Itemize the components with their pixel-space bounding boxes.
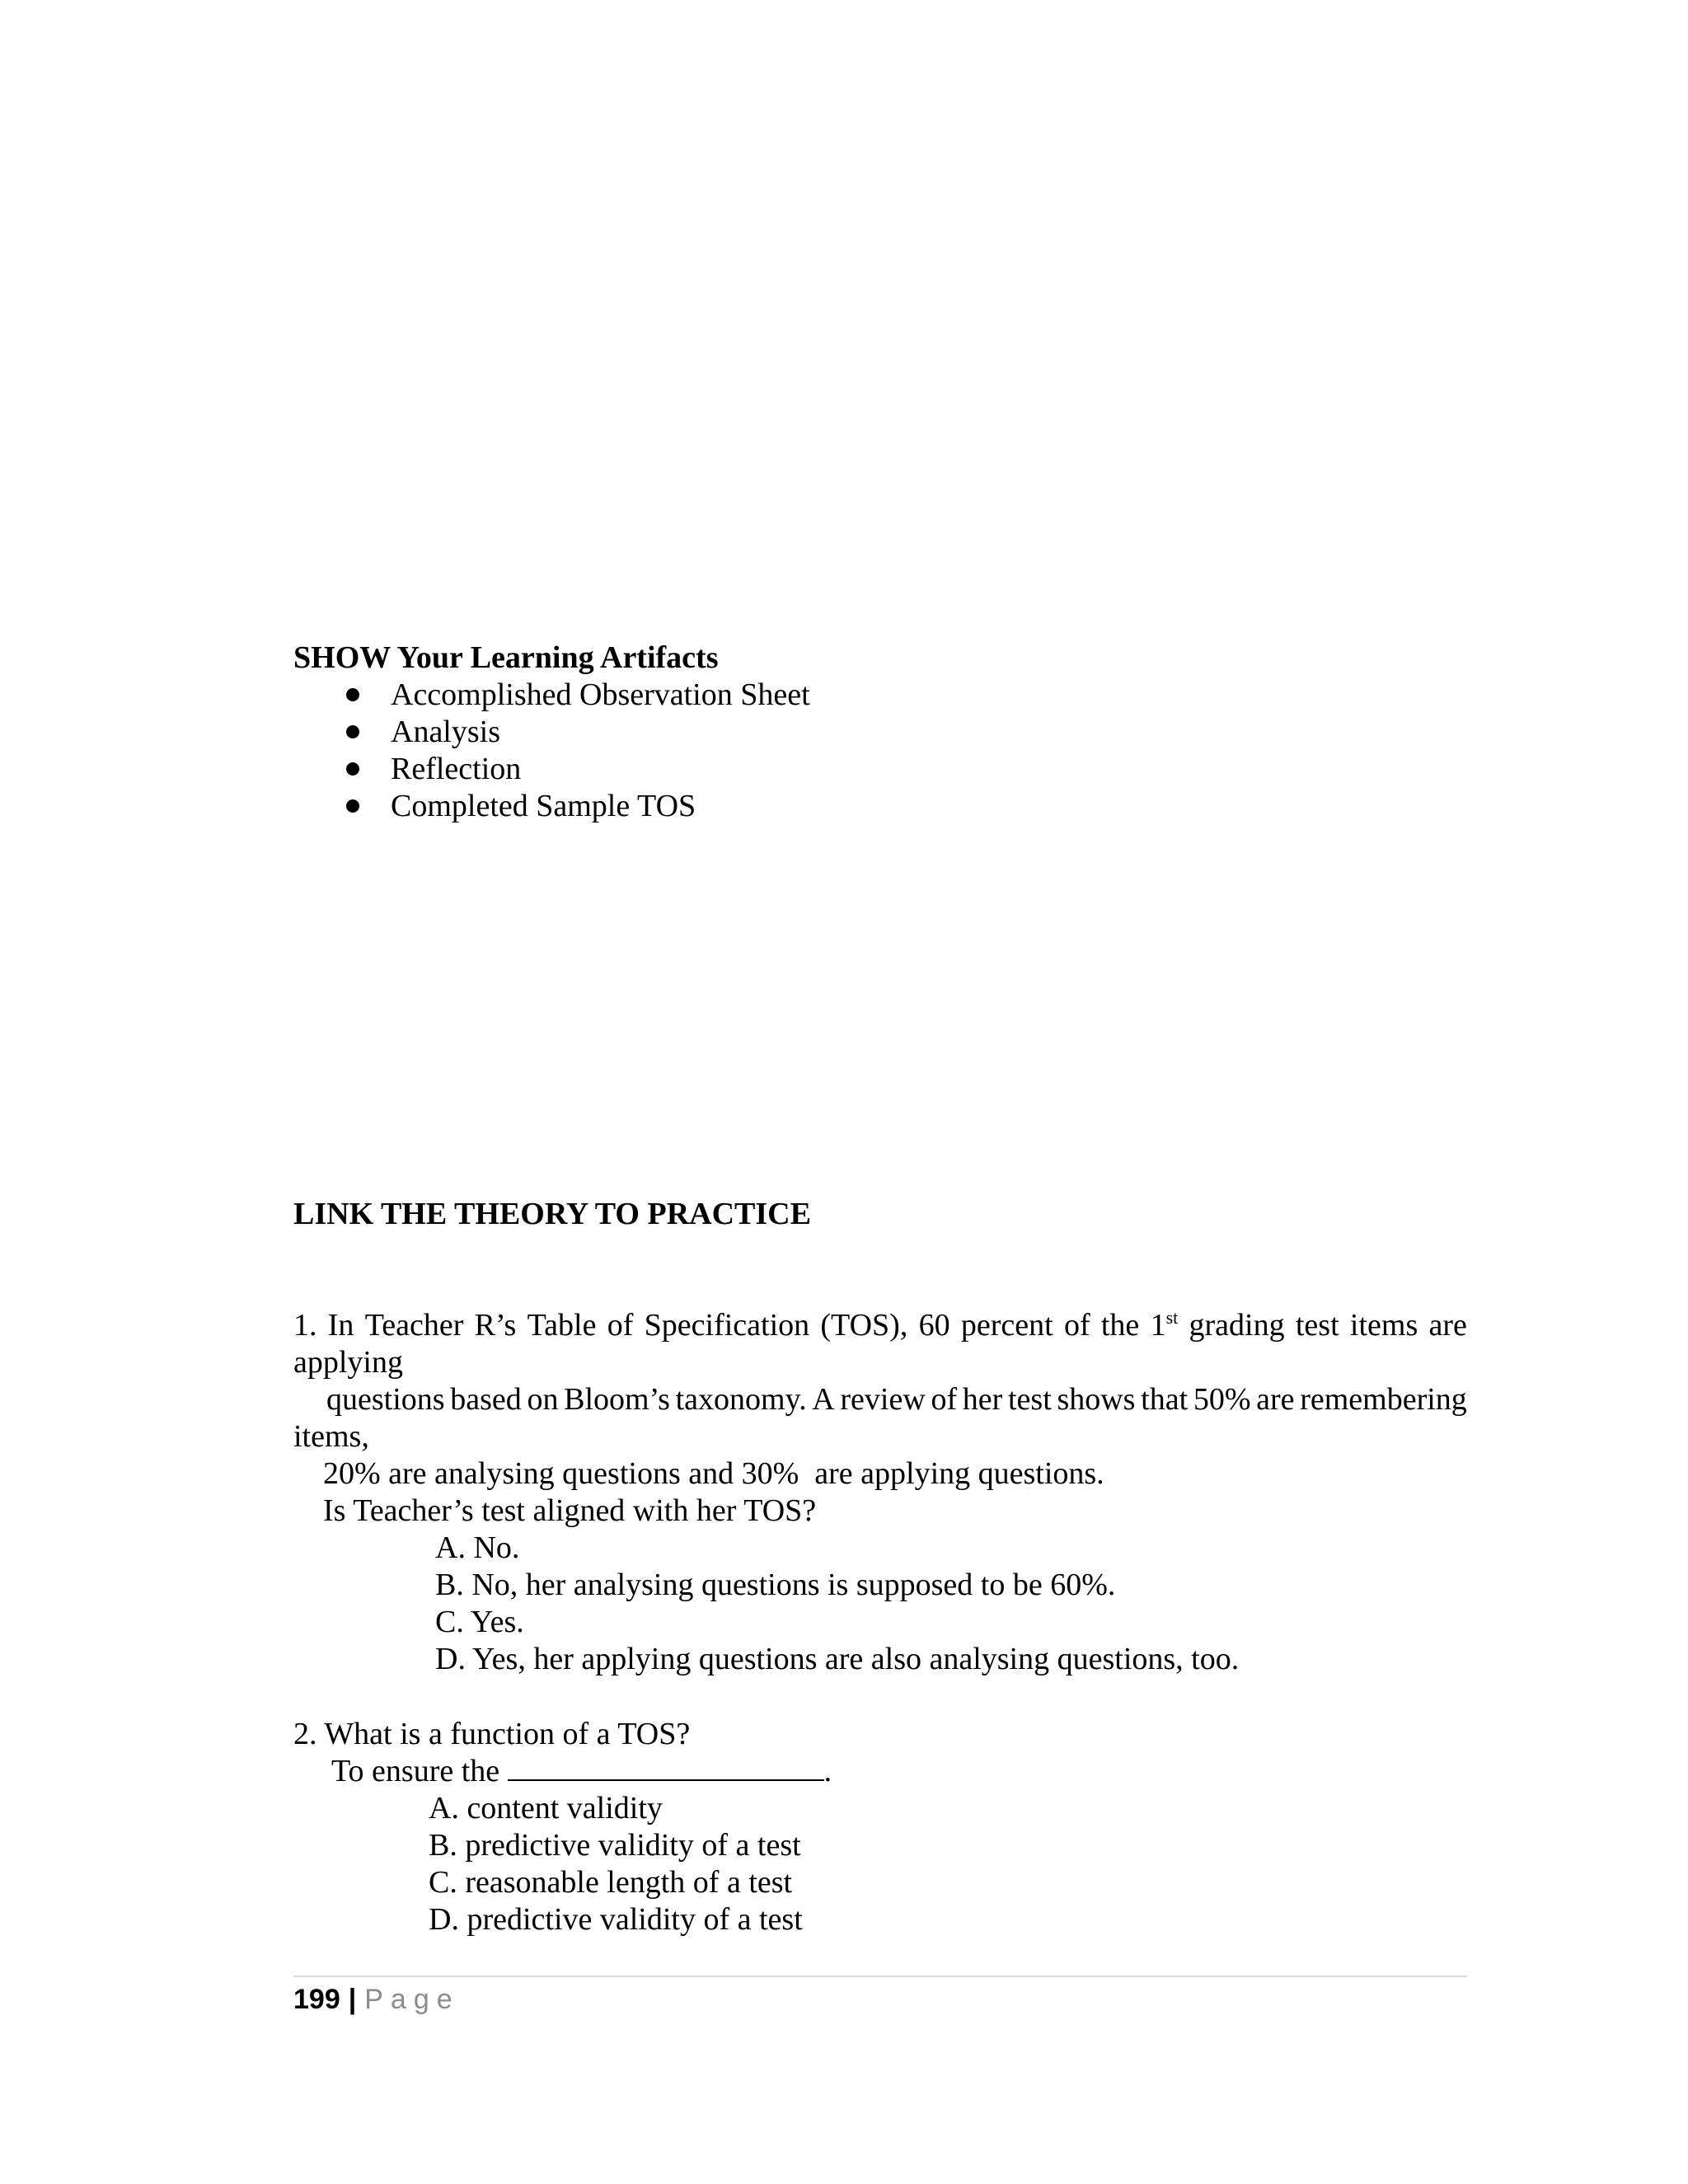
link-theory-heading: LINK THE THEORY TO PRACTICE [293, 1197, 811, 1231]
q1-ordinal [1151, 1307, 1179, 1343]
q1-word: shows [1057, 1382, 1136, 1417]
q1-word: Bloom’s [564, 1382, 670, 1417]
q1-word: test [1008, 1382, 1052, 1417]
list-item-text: Analysis [391, 715, 500, 749]
q1-word: percent [960, 1308, 1053, 1343]
q1-word: grading [1189, 1308, 1285, 1343]
footer-separator: | [348, 1984, 357, 2015]
q1-word: taxonomy. [675, 1382, 807, 1417]
question-2-line-1: 2. What is a function of a TOS? [293, 1717, 691, 1751]
q1-word: Specification [644, 1308, 810, 1343]
question-1-line-1 [293, 1307, 1467, 1343]
q1-word: A [812, 1382, 835, 1417]
q1-word: items [1349, 1308, 1418, 1343]
q1-word: 50% [1193, 1382, 1251, 1417]
q1-word: on [527, 1382, 559, 1417]
q1-word: 1. [293, 1308, 317, 1343]
q1-option-c: C. Yes. [435, 1605, 524, 1639]
q1-word: are [1428, 1308, 1467, 1343]
question-1-line-6: Is Teacher’s test aligned with her TOS? [323, 1493, 817, 1528]
q1-word: that [1141, 1382, 1189, 1417]
q1-word: 60 [918, 1308, 950, 1343]
q2-option-a: A. content validity [429, 1791, 663, 1825]
footer-divider [293, 1975, 1467, 1977]
bullet-icon [346, 799, 359, 813]
q2-option-c: C. reasonable length of a test [429, 1865, 793, 1900]
q1-word: of [607, 1308, 634, 1343]
q2-option-b: B. predictive validity of a test [429, 1828, 801, 1863]
ordinal-number: 1 [1150, 1308, 1166, 1343]
bullet-icon [346, 688, 359, 701]
question-1-line-4: items, [293, 1419, 369, 1454]
page-number: 199 [293, 1984, 340, 2015]
bullet-icon [346, 725, 359, 738]
q1-word: are [1256, 1382, 1295, 1417]
question-2-line-2 [331, 1753, 832, 1789]
q1-word: of [1063, 1308, 1090, 1343]
question-1-line-5: 20% are analysing questions and 30% are applying questions. [323, 1456, 1104, 1491]
q1-word: test [1295, 1308, 1339, 1343]
q1-word: based [450, 1382, 522, 1417]
bullet-icon [346, 762, 359, 776]
q2-prefix: To ensure the [331, 1754, 500, 1788]
answer-blank [508, 1753, 824, 1781]
artifacts-heading: SHOW Your Learning Artifacts [293, 640, 719, 675]
page-label: Page [364, 1984, 460, 2015]
q1-word: her [962, 1382, 1003, 1417]
q1-word: of [931, 1382, 958, 1417]
q1-word: remembering [1300, 1382, 1467, 1417]
list-item-text: Accomplished Observation Sheet [391, 677, 810, 712]
list-item-text: Reflection [391, 752, 522, 786]
q1-option-d: D. Yes, her applying questions are also analysing questions, too. [435, 1642, 1240, 1676]
q1-word: Teacher [364, 1308, 464, 1343]
page-footer [293, 1981, 460, 2018]
q1-option-a: A. No. [435, 1530, 520, 1565]
q1-word: In [327, 1308, 354, 1343]
q1-option-b: B. No, her analysing questions is supposed to be 60%. [435, 1568, 1116, 1602]
question-1-line-3 [326, 1381, 1467, 1418]
list-item-text: Completed Sample TOS [391, 789, 696, 823]
q1-word: questions [326, 1382, 445, 1417]
q1-word: (TOS), [820, 1308, 908, 1343]
question-1-line-2: applying [293, 1345, 403, 1380]
ordinal-suffix: st [1165, 1307, 1179, 1328]
q1-word: the [1100, 1308, 1140, 1343]
q2-suffix: . [823, 1754, 832, 1788]
q1-word: Table [527, 1308, 597, 1343]
q1-word: R’s [474, 1308, 517, 1343]
q1-word: review [840, 1382, 926, 1417]
q2-option-d: D. predictive validity of a test [429, 1902, 803, 1937]
